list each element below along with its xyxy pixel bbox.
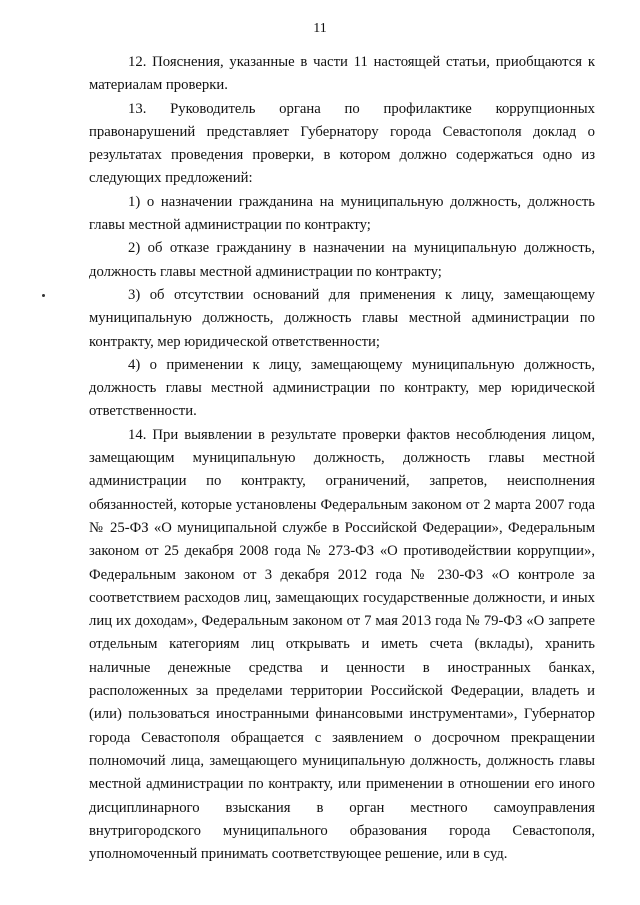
paragraph-12: 12. Пояснения, указанные в части 11 настоящей статьи, приобщаются к материалам проверки.: [89, 54, 595, 94]
scan-speck: [42, 294, 45, 297]
list-item-1: 1) о назначении гражданина на муниципальную должность, должность главы местной администрации по контракту;: [89, 193, 595, 234]
list-item-2: 2) об отказе гражданину в назначении на муниципальную должность, должность главы местной администрации по контракту;: [89, 240, 595, 280]
paragraph-14: 14. При выявлении в результате проверки фактов несоблюдения лицом, замещающим муниципальную должность, должность главы местной администрации по контракту, ограничений, запретов, неисполнения обязанностей, которые установлены Федеральным законом от 2 марта 2007 года № 25-ФЗ «О муниципальной службе в Российской Федерации», Федеральным законом от 25 декабря 2008 года № 273-ФЗ «О противодействии коррупции», Федеральным законом от 3 декабря 2012 года № 230-ФЗ «О контроле за соответствием расходов лиц, замещающих государственные должности, и иных лиц их доходам», Федеральным законом от 7 мая 2013 года № 79-ФЗ «О запрете отдельным категориям лиц открывать и иметь счета (вклады), хранить наличные денежные средства и ценности в иностранных банках, расположенных за пределами территории Российской Федерации, владеть и (или) пользоваться иностранными финансовыми инструментами», Губернатор города Севастополя обращается с заявлением о досрочном прекращении полномочий лица, замещающего муниципальную должность, должность главы местной администрации по контракту, или применении в отношении его иного дисциплинарного взыскания в орган местного самоуправления внутригородского муниципального образования города Севастополя, уполномоченный принимать соответствующее решение, или в суд.: [89, 426, 595, 863]
list-item-4: 4) о применении к лицу, замещающему муниципальную должность, должность главы местной администрации по контракту, мер юридической ответственности.: [89, 356, 595, 420]
page-number: 11: [313, 21, 327, 36]
paragraph-13: 13. Руководитель органа по профилактике коррупционных правонарушений представляет Губернатору города Севастополя доклад о результатах проведения проверки, в котором должно содержаться одно из следующих предложений:: [89, 100, 595, 187]
list-item-3: 3) об отсутствии оснований для применения к лицу, замещающему муниципальную должность, должность главы местной администрации по контракту, мер юридической ответственности;: [89, 286, 595, 350]
document-body: [89, 51, 595, 866]
